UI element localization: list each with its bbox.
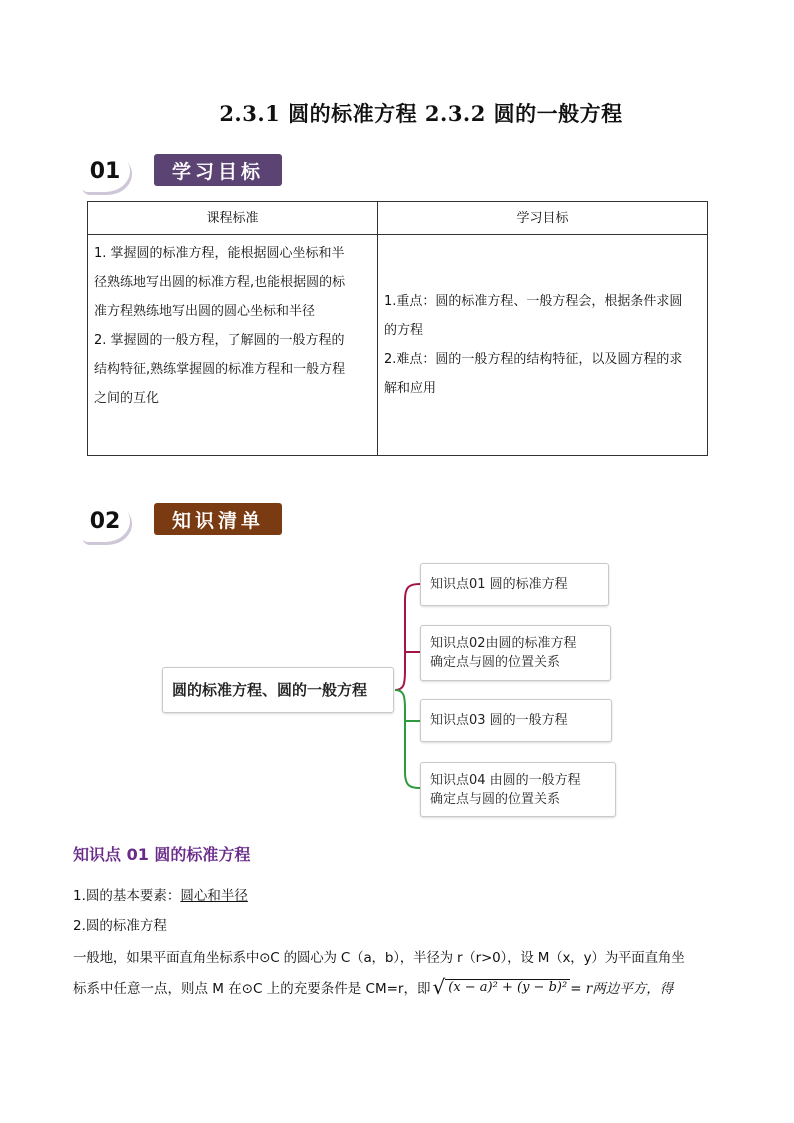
section-number: 02 xyxy=(89,508,121,534)
text-segment: = r两边平方，得 xyxy=(570,981,674,997)
mindmap-node-3 xyxy=(420,699,612,742)
mindmap-node-label: 确定点与圆的位置关系 xyxy=(430,791,561,807)
connector-lower xyxy=(395,690,420,788)
table-line: 1. 掌握圆的标准方程，能根据圆心坐标和半 xyxy=(94,246,345,261)
page-title: 2.3.1 圆的标准方程 2.3.2 圆的一般方程 xyxy=(219,101,623,126)
mindmap-root-label: 圆的标准方程、圆的一般方程 xyxy=(172,680,368,699)
underlined-term: 圆心和半径 xyxy=(180,888,248,904)
text-line xyxy=(73,977,673,997)
connector-upper xyxy=(395,584,420,690)
mindmap-node-4 xyxy=(420,762,616,817)
section-label: 学习目标 xyxy=(172,160,265,183)
table-line: 2.难点：圆的一般方程的结构特征，以及圆方程的求 xyxy=(384,352,683,367)
section-label: 知识清单 xyxy=(172,509,265,532)
text-line: 一般地，如果平面直角坐标系中⊙C 的圆心为 C（a，b），半径为 r（r>0），设 M（x，y）为平面直角坐 xyxy=(73,950,685,966)
table-line: 之间的互化 xyxy=(94,391,160,406)
table-line: 准方程熟练地写出圆的圆心坐标和半径 xyxy=(94,304,316,319)
sqrt-formula: (x − a)² + (y − b)² xyxy=(445,979,570,995)
mindmap-node-2 xyxy=(420,625,611,681)
knowledge-point-heading: 知识点 01 圆的标准方程 xyxy=(73,845,251,864)
mindmap-node-label: 知识点03 圆的一般方程 xyxy=(430,713,568,728)
mindmap-node-label: 知识点04 由圆的一般方程 xyxy=(430,772,581,788)
table-header: 课程标准 xyxy=(88,202,378,235)
section-number: 01 xyxy=(89,158,121,184)
table-line: 1.重点：圆的标准方程、一般方程会，根据条件求圆 xyxy=(384,294,683,309)
sqrt-symbol: √ xyxy=(432,975,446,999)
table-line: 径熟练地写出圆的标准方程,也能根据圆的标 xyxy=(94,275,346,290)
mindmap-node-label: 确定点与圆的位置关系 xyxy=(430,655,561,670)
mindmap-node-label: 知识点02由圆的标准方程 xyxy=(430,636,577,651)
table-line: 结构特征,熟练掌握圆的标准方程和一般方程 xyxy=(94,362,346,377)
text-segment: 标系中任意一点，则点 M 在⊙C 上的充要条件是 CM=r，即 xyxy=(73,981,431,997)
table-line: 2. 掌握圆的一般方程，了解圆的一般方程的 xyxy=(94,333,345,348)
mindmap-node-1 xyxy=(420,563,609,606)
table-line: 的方程 xyxy=(384,323,424,338)
text-segment: 1.圆的基本要素： xyxy=(73,888,181,904)
table-header: 学习目标 xyxy=(378,202,708,235)
text-line xyxy=(73,884,248,904)
table-line: 解和应用 xyxy=(384,381,437,396)
mindmap-node-label: 知识点01 圆的标准方程 xyxy=(430,577,568,592)
text-line: 2.圆的标准方程 xyxy=(73,918,167,934)
mindmap-root xyxy=(162,667,394,713)
